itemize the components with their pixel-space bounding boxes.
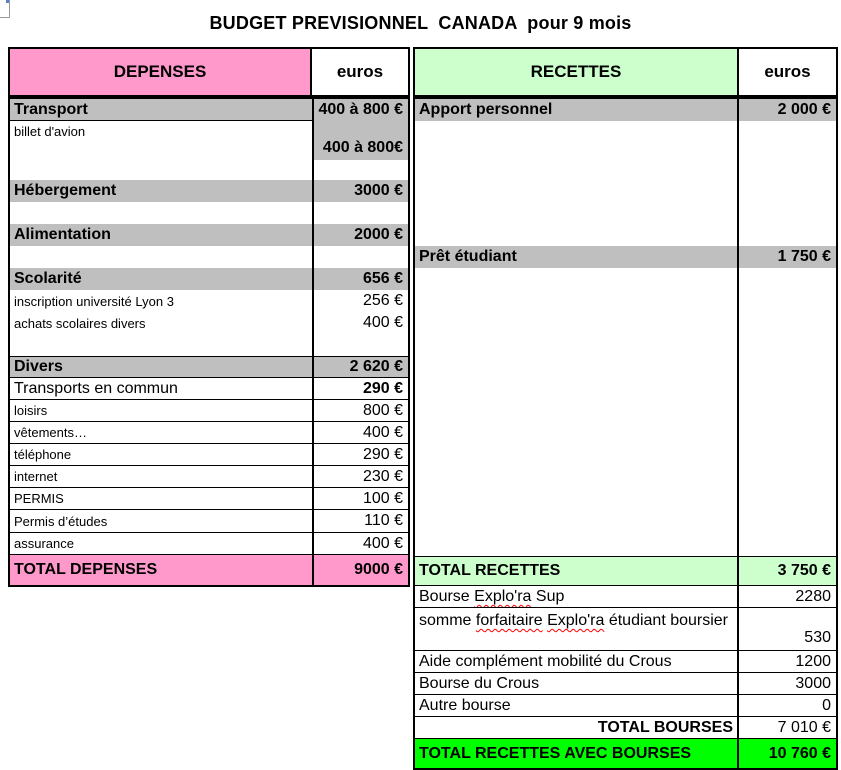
row-value-cell: 2280 bbox=[795, 587, 831, 605]
row-label-cell: Aide complément mobilité du Crous bbox=[415, 651, 739, 672]
row-label-cell: billet d'avion bbox=[10, 121, 314, 160]
bourse-crous-row bbox=[415, 673, 836, 695]
hebergement-row bbox=[10, 180, 408, 202]
row-label-cell: Hébergement bbox=[10, 180, 314, 202]
recettes-table bbox=[413, 97, 838, 770]
spacer-row bbox=[10, 334, 408, 356]
row-value-cell: 3 750 € bbox=[739, 557, 836, 585]
row-label-cell: PERMIS bbox=[10, 488, 314, 509]
depenses-table bbox=[8, 97, 410, 587]
empty-cell bbox=[314, 160, 408, 180]
internet-row bbox=[10, 466, 408, 488]
row-value-cell: 2000 € bbox=[314, 224, 408, 246]
row-value-cell: 530 bbox=[804, 629, 831, 646]
loisirs-row bbox=[10, 400, 408, 422]
row-value-cell: 230 € bbox=[362, 467, 403, 485]
recettes-header-cell: RECETTES bbox=[413, 47, 739, 97]
euros-header-cell-right: euros bbox=[737, 47, 838, 97]
alimentation-row bbox=[10, 224, 408, 246]
row-value-cell: 9000 € bbox=[314, 555, 408, 585]
row-label-cell: TOTAL RECETTES bbox=[415, 557, 739, 585]
empty-cell bbox=[10, 334, 314, 356]
row-value-cell: 100 € bbox=[362, 489, 403, 507]
row-value-cell: 400 à 800€ bbox=[314, 121, 408, 160]
transport-row bbox=[10, 99, 408, 121]
row-value-cell: 290 € bbox=[362, 379, 403, 397]
row-label-cell: assurance bbox=[10, 533, 314, 554]
billet-avion-row bbox=[10, 121, 408, 160]
row-value-cell: 3000 bbox=[795, 674, 831, 692]
apport-personnel-row bbox=[415, 99, 836, 121]
autre-bourse-row bbox=[415, 695, 836, 717]
pret-etudiant-row bbox=[415, 246, 836, 268]
row-label-cell bbox=[415, 586, 739, 607]
spacer-row bbox=[10, 246, 408, 268]
row-label-cell: loisirs bbox=[10, 400, 314, 421]
row-label-cell: vêtements… bbox=[10, 422, 314, 443]
total-bourses-row bbox=[415, 717, 836, 739]
row-label-cell: Transport bbox=[10, 99, 314, 121]
empty-cell bbox=[314, 246, 408, 268]
row-value-cell: 290 € bbox=[362, 445, 403, 463]
row-value-cell: 0 bbox=[822, 696, 831, 714]
row-value-cell: 2 620 € bbox=[314, 357, 408, 377]
row-value-cell: 10 760 € bbox=[739, 739, 836, 768]
spellcheck-word: Explo'ra bbox=[547, 612, 605, 629]
telephone-row bbox=[10, 444, 408, 466]
spacer-row bbox=[10, 202, 408, 224]
row-label-cell: TOTAL BOURSES bbox=[415, 717, 739, 738]
row-label-cell: Scolarité bbox=[10, 268, 314, 290]
row-label-cell: achats scolaires divers bbox=[10, 312, 314, 334]
euros-header-cell-left: euros bbox=[310, 47, 410, 97]
permis-etudes-row bbox=[10, 510, 408, 533]
empty-cell bbox=[415, 121, 739, 246]
row-value-cell: 256 € bbox=[362, 292, 403, 309]
bourse-explora-row bbox=[415, 586, 836, 608]
row-label-cell: inscription université Lyon 3 bbox=[10, 290, 314, 312]
row-value-cell: 110 € bbox=[364, 512, 403, 529]
row-value-cell: 400 € bbox=[362, 423, 403, 441]
assurance-row bbox=[10, 533, 408, 555]
page-title: BUDGET PREVISIONNEL CANADA pour 9 mois bbox=[209, 13, 632, 33]
row-label-cell: Apport personnel bbox=[415, 99, 739, 121]
empty-cell bbox=[739, 268, 836, 556]
row-value-cell: 7 010 € bbox=[777, 718, 831, 736]
total-recettes-row bbox=[415, 556, 836, 586]
spacer-row bbox=[415, 268, 836, 556]
row-value-cell: 656 € bbox=[314, 268, 408, 290]
row-value-cell: 2 000 € bbox=[739, 99, 836, 121]
inscription-row bbox=[10, 290, 408, 312]
row-value-cell: 400 € bbox=[362, 534, 403, 552]
row-label-text: somme forfaitaire Explo'ra étudiant boursier bbox=[419, 612, 729, 629]
row-label-cell: Transports en commun bbox=[10, 378, 314, 399]
empty-cell bbox=[10, 246, 314, 268]
row-label-cell bbox=[415, 608, 739, 650]
spacer-row bbox=[415, 121, 836, 246]
row-label-cell: Divers bbox=[10, 357, 314, 377]
row-label-cell: Bourse du Crous bbox=[415, 673, 739, 694]
vetements-row bbox=[10, 422, 408, 444]
row-value-cell: 400 € bbox=[362, 314, 403, 331]
empty-cell bbox=[10, 160, 314, 180]
empty-cell bbox=[415, 268, 739, 556]
divers-row bbox=[10, 356, 408, 378]
empty-cell bbox=[739, 121, 836, 246]
row-value-cell: 3000 € bbox=[314, 180, 408, 202]
achats-scolaires-row bbox=[10, 312, 408, 334]
spellcheck-word: forfaitaire bbox=[475, 612, 543, 629]
total-depenses-row bbox=[10, 555, 408, 585]
total-recettes-avec-bourses-row bbox=[415, 739, 836, 768]
row-label-cell: Autre bourse bbox=[415, 695, 739, 716]
aide-crous-row bbox=[415, 651, 836, 673]
transports-commun-row bbox=[10, 378, 408, 400]
somme-forfaitaire-row bbox=[415, 608, 836, 651]
row-label-cell: Alimentation bbox=[10, 224, 314, 246]
row-label-cell: TOTAL DEPENSES bbox=[10, 555, 314, 585]
row-value-cell: 800 € bbox=[362, 401, 403, 419]
spellcheck-word: Explo'ra bbox=[474, 588, 532, 605]
empty-cell bbox=[314, 202, 408, 224]
empty-cell bbox=[314, 334, 408, 356]
row-label-cell: Prêt étudiant bbox=[415, 246, 739, 268]
row-label-cell: internet bbox=[10, 466, 314, 487]
row-label-text: Bourse Explo'ra Sup bbox=[419, 588, 565, 605]
empty-cell bbox=[10, 202, 314, 224]
row-label-cell: TOTAL RECETTES AVEC BOURSES bbox=[415, 739, 739, 768]
row-label-cell: téléphone bbox=[10, 444, 314, 465]
depenses-header-cell: DEPENSES bbox=[8, 47, 312, 97]
spacer-row bbox=[10, 160, 408, 180]
row-value-cell: 1200 bbox=[795, 652, 831, 670]
scolarite-row bbox=[10, 268, 408, 290]
row-label-cell: Permis d’études bbox=[10, 510, 314, 532]
anchor-blue-dot-icon bbox=[6, 0, 9, 3]
row-value-cell: 400 à 800 € bbox=[314, 99, 408, 121]
row-value-cell: 1 750 € bbox=[739, 246, 836, 268]
permis-row bbox=[10, 488, 408, 510]
